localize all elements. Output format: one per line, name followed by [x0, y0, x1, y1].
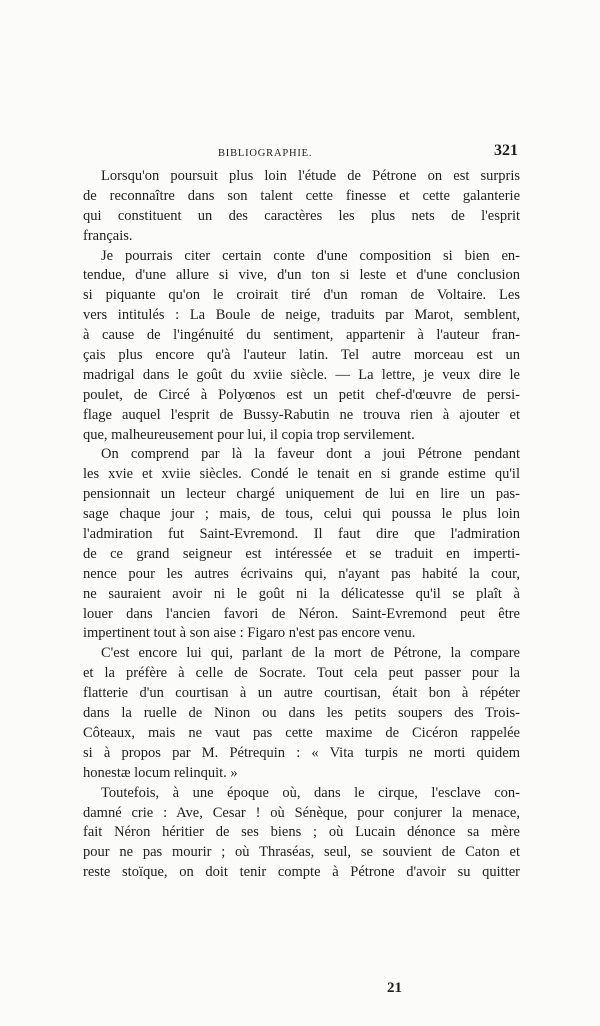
text-line: reste stoïque, on doit tenir compte à Pétrone d'avoir su quitter [83, 864, 520, 881]
text-line: impertinent tout à son aise : Figaro n'est pas encore venu. [83, 625, 416, 642]
text-line: On comprend par là la faveur dont a joui Pétrone pendant [101, 446, 520, 463]
text-line: fait Néron héritier de ses biens ; où Lucain dénonce sa mère [83, 824, 520, 841]
paragraph [83, 247, 520, 446]
text-line: vers intitulés : La Boule de neige, traduits par Marot, semblent, [83, 307, 520, 324]
text-line: poulet, de Circé à Polyœnos est un petit chef-d'œuvre de persi- [83, 386, 520, 403]
paragraph [83, 445, 520, 644]
text-line: français. [83, 227, 133, 244]
text-line: C'est encore lui qui, parlant de la mort de Pétrone, la compare [101, 645, 520, 662]
text-line: Toutefois, à une époque où, dans le cirque, l'esclave con- [101, 784, 520, 801]
text-line: de reconnaître dans son talent cette finesse et cette galanterie [83, 187, 520, 204]
text-line: Côteaux, mais ne vaut pas cette maxime de Cicéron rappelée [83, 724, 520, 741]
page-number: 321 [494, 142, 518, 159]
text-line: pensionnait un lecteur chargé uniquement de lui en lire un pas- [83, 486, 520, 503]
text-line: dans la ruelle de Ninon ou dans les petits soupers des Trois- [83, 705, 520, 722]
paragraph [83, 784, 520, 883]
text-line: ne sauraient avoir ni le goût ni la délicatesse qu'il se plaît à [83, 585, 520, 602]
text-line: madrigal dans le goût du xviie siècle. — La lettre, je veux dire le [83, 366, 520, 383]
paragraph [83, 644, 520, 783]
signature-mark: 21 [387, 980, 402, 996]
text-line: tendue, d'une allure si vive, d'un ton si leste et d'une conclusion [83, 267, 520, 284]
text-line: sage chaque jour ; mais, de tous, celui qui poussa le plus loin [83, 506, 520, 523]
text-line: l'admiration fut Saint-Evremond. Il faut dire que l'admiration [83, 526, 520, 543]
text-line: flatterie d'un courtisan à un autre courtisan, était bon à répéter [83, 685, 520, 702]
text-line: que, malheureusement pour lui, il copia trop servilement. [83, 426, 415, 443]
paragraph [83, 167, 520, 247]
text-line: de ce grand seigneur est intéressée et se traduit en imperti- [83, 545, 520, 562]
text-line: si piquante qu'on le croirait tiré d'un roman de Voltaire. Les [83, 287, 520, 304]
text-line: nence pour les autres écrivains qui, n'ayant pas habité la cour, [83, 565, 520, 582]
text-line: damné crie : Ave, Cesar ! où Sénèque, pour conjurer la menace, [83, 804, 520, 821]
text-line: pour ne pas mourir ; où Thraséas, seul, se souvient de Caton et [83, 844, 520, 861]
text-line: les xvie et xviie siècles. Condé le tenait en si grande estime qu'il [83, 466, 520, 483]
text-line: qui constituent un des caractères les plus nets de l'esprit [83, 207, 520, 224]
text-line: à cause de l'ingénuité du sentiment, appartenir à l'auteur fran- [83, 327, 520, 344]
text-line: si à propos par M. Pétrequin : « Vita turpis ne morti quidem [83, 744, 520, 761]
text-line: çais plus encore qu'à l'auteur latin. Tel autre morceau est un [83, 347, 520, 364]
text-line: louer dans l'ancien favori de Néron. Saint-Evremond peut être [83, 605, 520, 622]
book-page [83, 142, 520, 996]
text-line: honestæ locum relinquit. » [83, 764, 238, 781]
page-header [83, 142, 520, 164]
text-line: flage auquel l'esprit de Bussy-Rabutin ne trouva rien à ajouter et [83, 406, 520, 423]
running-head: BIBLIOGRAPHIE. [218, 148, 313, 159]
text-line: Je pourrais citer certain conte d'une composition si bien en- [101, 247, 520, 264]
body-text [83, 167, 520, 883]
text-line: et la préfère à celle de Socrate. Tout cela peut passer pour la [83, 665, 520, 682]
text-line: Lorsqu'on poursuit plus loin l'étude de Pétrone on est surpris [101, 168, 520, 184]
